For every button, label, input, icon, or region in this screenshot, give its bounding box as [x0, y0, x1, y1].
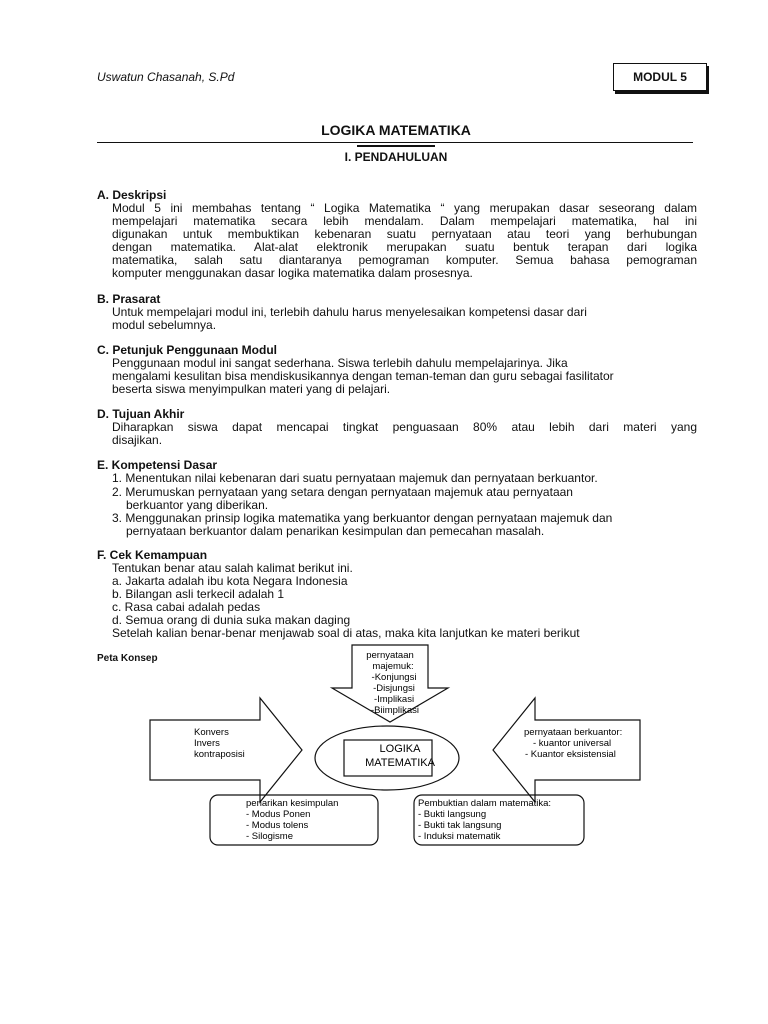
list-item: 3. Menggunakan prinsip logika matematika yang berkuantor dengan pernyataan majemuk dan: [112, 511, 613, 525]
text-line: matematika, salah satu diantaranya pemograman komputer. Semua bahasa pemograman: [112, 253, 697, 267]
top-arrow-line: -Disjungsi: [373, 683, 415, 694]
closing-text: Setelah kalian benar-benar menjawab soal di atas, maka kita lanjutkan ke materi berikut: [112, 626, 580, 640]
text-line: komputer menggunakan dasar logika matematika dalam prosesnya.: [112, 266, 473, 280]
list-item-continuation: pernyataan berkuantor dalam penarikan kesimpulan dan pemecahan masalah.: [126, 524, 545, 538]
text-line: beserta siswa menyimpulkan materi yang di pelajari.: [112, 382, 391, 396]
question-item: a. Jakarta adalah ibu kota Negara Indonesia: [112, 574, 348, 588]
list-item: 2. Merumuskan pernyataan yang setara dengan pernyataan majemuk atau pernyataan: [112, 485, 573, 499]
page-title: LOGIKA MATEMATIKA: [321, 122, 471, 138]
bottom-right-line: Pembuktian dalam matematika:: [418, 798, 552, 809]
heading-tujuan: D. Tujuan Akhir: [97, 407, 185, 421]
author-name: Uswatun Chasanah, S.Pd: [97, 70, 235, 84]
heading-petunjuk: C. Petunjuk Penggunaan Modul: [97, 343, 277, 357]
text-line: mengalami kesulitan bisa mendiskusikannya dengan teman-teman dan guru sebagai fasilitator: [112, 369, 614, 383]
list-item: 1. Menentukan nilai kebenaran dari suatu pernyataan majemuk dan pernyataan berkuantor.: [112, 471, 598, 485]
list-item-continuation: berkuantor yang diberikan.: [126, 498, 269, 512]
left-arrow-line: kontraposisi: [194, 749, 245, 760]
bottom-right-line: - Induksi matematik: [418, 831, 501, 842]
right-arrow-line: - kuantor universal: [533, 738, 612, 749]
bottom-left-line: penarikan kesimpulan: [246, 798, 339, 809]
top-arrow-line: majemuk:: [372, 661, 414, 672]
bottom-right-line: - Bukti tak langsung: [418, 820, 502, 831]
instruction-text: Tentukan benar atau salah kalimat berikut ini.: [112, 561, 353, 575]
bottom-left-line: - Modus Ponen: [246, 809, 311, 820]
bottom-left-line: - Silogisme: [246, 831, 293, 842]
bottom-right-line: - Bukti langsung: [418, 809, 487, 820]
heading-kompetensi: E. Kompetensi Dasar: [97, 458, 218, 472]
text-line: Diharapkan siswa dapat mencapai tingkat penguasaan 80% atau lebih dari materi yang: [112, 420, 697, 434]
question-item: b. Bilangan asli terkecil adalah 1: [112, 587, 285, 601]
section-subtitle: I. PENDAHULUAN: [344, 150, 448, 164]
heading-cek-kemampuan: F. Cek Kemampuan: [97, 548, 208, 562]
text-line: disajikan.: [112, 433, 163, 447]
left-arrow-line: Konvers: [194, 727, 229, 738]
question-item: c. Rasa cabai adalah pedas: [112, 600, 261, 614]
text-line: Modul 5 ini membahas tentang “ Logika Matematika “ yang merupakan dasar seseorang dalam: [112, 201, 697, 215]
bottom-left-line: - Modus tolens: [246, 820, 309, 831]
text-line: mempelajari matematika secara lebih mendalam. Dalam mempelajari matematika, hal ini: [112, 214, 697, 228]
top-arrow-line: -Konjungsi: [371, 672, 417, 683]
right-arrow-line: pernyataan berkuantor:: [524, 727, 623, 738]
left-arrow-line: Invers: [194, 738, 220, 749]
text-line: Penggunaan modul ini sangat sederhana. Siswa terlebih dahulu mempelajarinya. Jika: [112, 356, 568, 370]
center-title-line: MATEMATIKA: [365, 757, 435, 769]
top-arrow-line: pernyataan: [366, 650, 414, 661]
question-item: d. Semua orang di dunia suka makan daging: [112, 613, 351, 627]
heading-prasarat: B. Prasarat: [97, 292, 161, 306]
right-arrow-line: - Kuantor eksistensial: [525, 749, 616, 760]
top-arrow-line: -Implikasi: [373, 694, 415, 705]
concept-map-label: Peta Konsep: [97, 653, 158, 664]
text-line: Untuk mempelajari modul ini, terlebih dahulu harus menyelesaikan kompetensi dasar dari: [112, 305, 587, 319]
top-arrow-line: -Biimplikasi: [370, 705, 420, 716]
text-line: dengan matematika. Alat-alat elektronik merupakan suatu bentuk terapan dari logika: [112, 240, 697, 254]
heading-deskripsi: A. Deskripsi: [97, 188, 167, 202]
text-line: modul sebelumnya.: [112, 318, 217, 332]
module-label: MODUL 5: [633, 70, 687, 84]
center-title-line: LOGIKA: [379, 743, 421, 755]
text-line: digunakan untuk membuktikan kebenaran suatu pernyataan atau teori yang berhubungan: [112, 227, 697, 241]
